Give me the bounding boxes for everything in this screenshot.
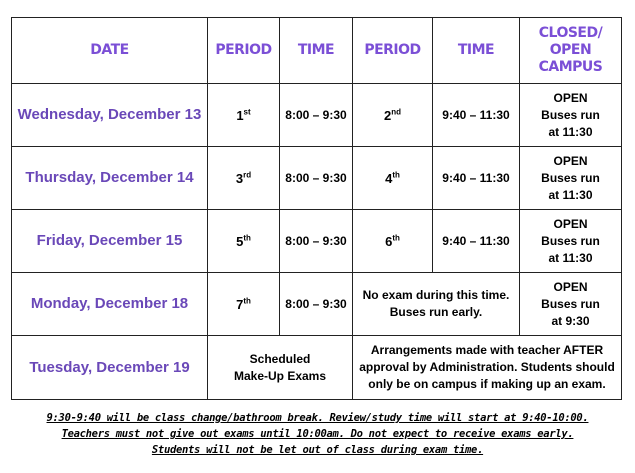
header-status-line: CLOSED/ [538, 25, 603, 41]
status-line: OPEN [553, 90, 588, 105]
footer-line: Students will not be let out of class during exam time. [151, 444, 484, 456]
arrangement-line: approval by Administration. Students should [359, 360, 615, 374]
header-status-line: CAMPUS [538, 59, 603, 75]
status-cell [520, 273, 622, 336]
makeup-exams-cell [208, 336, 353, 400]
time-cell: 8:00 – 9:30 [280, 84, 353, 147]
period-number: 4 [385, 170, 393, 186]
header-date: DATE [12, 18, 208, 84]
period-suffix: rd [243, 170, 252, 180]
header-period-2: PERIOD [353, 18, 433, 84]
period-suffix: th [243, 233, 251, 243]
period-cell [208, 210, 280, 273]
table-row [12, 84, 622, 147]
date-cell: Thursday, December 14 [12, 147, 208, 210]
period-number: 6 [385, 233, 393, 249]
time-cell: 9:40 – 11:30 [433, 147, 520, 210]
header-campus-status [520, 18, 622, 84]
period-suffix: nd [391, 107, 401, 117]
period-cell [208, 147, 280, 210]
status-cell [520, 147, 622, 210]
time-cell: 9:40 – 11:30 [433, 210, 520, 273]
period-suffix: th [392, 233, 400, 243]
status-line: Buses run [541, 296, 600, 311]
status-line: Buses run [541, 170, 600, 185]
date-cell: Friday, December 15 [12, 210, 208, 273]
status-line: at 11:30 [548, 187, 593, 202]
period-number: 7 [236, 296, 244, 312]
status-line: at 11:30 [548, 250, 593, 265]
status-line: at 11:30 [548, 124, 593, 139]
header-status-line: OPEN [549, 42, 592, 58]
header-time-2: TIME [433, 18, 520, 84]
table-row [12, 336, 622, 400]
period-suffix: th [392, 170, 400, 180]
status-line: OPEN [553, 216, 588, 231]
arrangements-note [353, 336, 622, 400]
status-cell [520, 210, 622, 273]
makeup-line: Make-Up Exams [233, 368, 327, 383]
period-cell [353, 84, 433, 147]
period-suffix: st [243, 107, 251, 117]
table-row [12, 210, 622, 273]
arrangement-line: Arrangements made with teacher AFTER [370, 343, 604, 357]
arrangement-line: only be on campus if making up an exam. [368, 377, 606, 391]
note-line: Buses run early. [389, 305, 483, 319]
makeup-line: Scheduled [249, 351, 311, 366]
status-line: Buses run [541, 107, 600, 122]
status-line: OPEN [553, 153, 588, 168]
status-line: OPEN [553, 279, 588, 294]
period-number: 5 [236, 233, 244, 249]
time-cell: 9:40 – 11:30 [433, 84, 520, 147]
header-period-1: PERIOD [208, 18, 280, 84]
time-cell: 8:00 – 9:30 [280, 273, 353, 336]
period-number: 1 [236, 107, 244, 123]
period-cell [208, 84, 280, 147]
period-cell [353, 147, 433, 210]
date-cell: Tuesday, December 19 [12, 336, 208, 400]
period-cell [208, 273, 280, 336]
period-number: 3 [235, 170, 244, 186]
period-cell [353, 210, 433, 273]
period-number: 2 [383, 107, 392, 123]
footer-line: Teachers must not give out exams until 10:00am. Do not expect to receive exams early. [61, 428, 574, 440]
table-row [12, 273, 622, 336]
period-suffix: th [243, 296, 251, 306]
exam-schedule-table [11, 17, 622, 400]
status-line: Buses run [541, 233, 600, 248]
date-cell: Monday, December 18 [12, 273, 208, 336]
status-cell [520, 84, 622, 147]
no-exam-note [353, 273, 520, 336]
time-cell: 8:00 – 9:30 [280, 147, 353, 210]
date-cell: Wednesday, December 13 [12, 84, 208, 147]
header-time-1: TIME [280, 18, 353, 84]
note-line: No exam during this time. [362, 288, 510, 302]
table-row [12, 147, 622, 210]
time-cell: 8:00 – 9:30 [280, 210, 353, 273]
footer-notes [0, 410, 635, 458]
header-row [12, 18, 622, 84]
footer-line: 9:30-9:40 will be class change/bathroom break. Review/study time will start at 9:40-10:00. [46, 412, 589, 424]
status-line: at 9:30 [551, 313, 590, 328]
